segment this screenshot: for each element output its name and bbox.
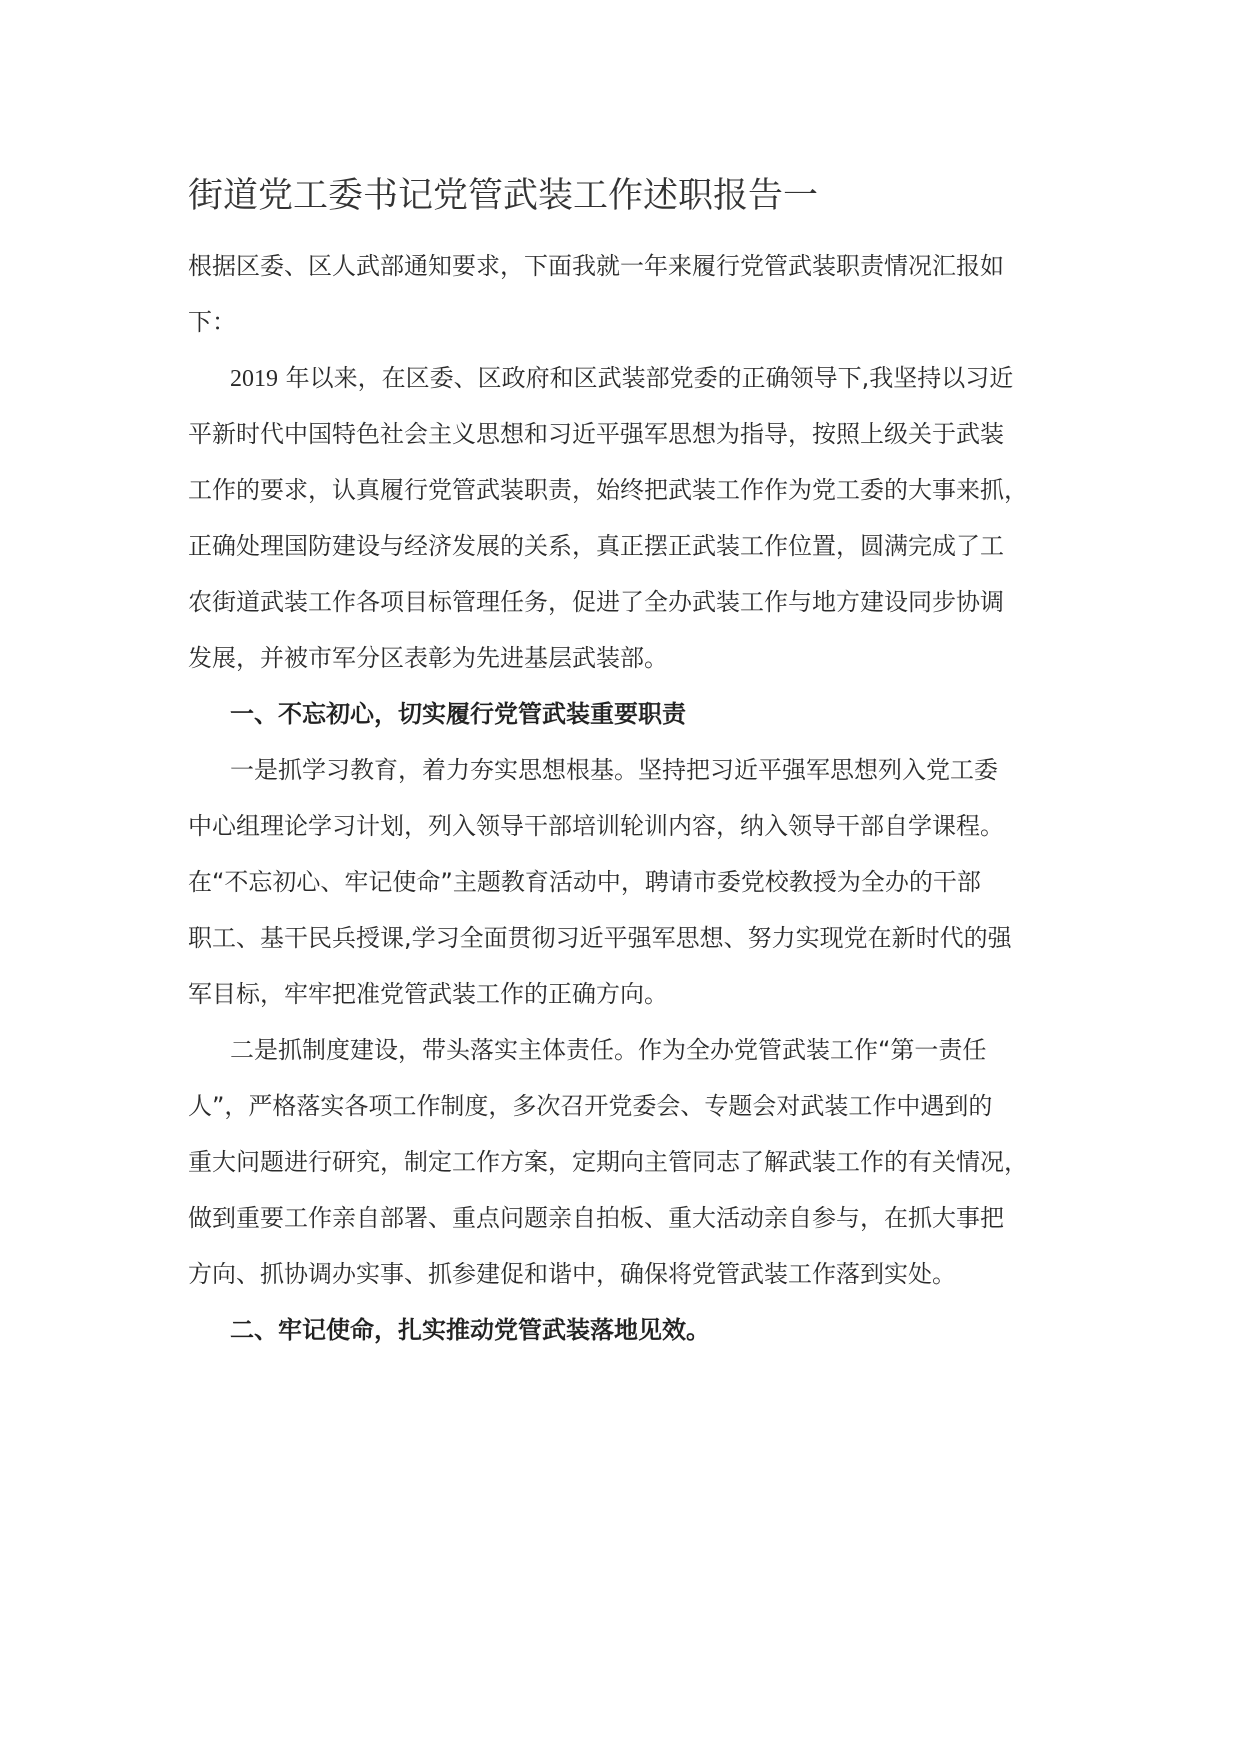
document-title: 街道党工委书记党管武装工作述职报告一 xyxy=(188,176,819,216)
para3-line-4: 做到重要工作亲自部署、重点问题亲自拍板、重大活动亲自参与，在抓大事把 xyxy=(188,1204,1004,1232)
para1-line-6: 发展，并被市军分区表彰为先进基层武装部。 xyxy=(188,644,668,672)
para1-line-1 xyxy=(230,358,1110,399)
para2-line-2: 中心组理论学习计划，列入领导干部培训轮训内容，纳入领导干部自学课程。 xyxy=(188,812,1004,840)
para1-line-2: 平新时代中国特色社会主义思想和习近平强军思想为指导，按照上级关于武装 xyxy=(188,420,1004,448)
para1-first-rest: 年以来，在区委、区政府和区武装部党委的正确领导下,我坚持以习近 xyxy=(278,364,1014,392)
para1-line-3: 工作的要求，认真履行党管武装职责，始终把武装工作作为党工委的大事来抓， xyxy=(188,476,1028,504)
para2-line-3: 在“不忘初心、牢记使命”主题教育活动中，聘请市委党校教授为全办的干部 xyxy=(188,868,981,896)
section2-heading: 二、牢记使命，扎实推动党管武装落地见效。 xyxy=(230,1316,710,1344)
para1-line-5: 农街道武装工作各项目标管理任务，促进了全办武装工作与地方建设同步协调 xyxy=(188,588,1004,616)
intro-line-2: 下： xyxy=(188,308,236,336)
para3-line-5: 方向、抓协调办实事、抓参建促和谐中，确保将党管武装工作落到实处。 xyxy=(188,1260,956,1288)
para3-line-2: 人”，严格落实各项工作制度，多次召开党委会、专题会对武装工作中遇到的 xyxy=(188,1092,993,1120)
para2-line-4: 职工、基干民兵授课,学习全面贯彻习近平强军思想、努力实现党在新时代的强 xyxy=(188,924,1012,952)
para2-line-1: 一是抓学习教育，着力夯实思想根基。坚持把习近平强军思想列入党工委 xyxy=(230,756,998,784)
para2-line-5: 军目标，牢牢把准党管武装工作的正确方向。 xyxy=(188,980,668,1008)
para3-line-3: 重大问题进行研究，制定工作方案，定期向主管同志了解武装工作的有关情况， xyxy=(188,1148,1028,1176)
intro-line-1: 根据区委、区人武部通知要求，下面我就一年来履行党管武装职责情况汇报如 xyxy=(188,252,1004,280)
para1-year: 2019 xyxy=(230,366,278,392)
para1-line-4: 正确处理国防建设与经济发展的关系，真正摆正武装工作位置，圆满完成了工 xyxy=(188,532,1004,560)
para3-line-1: 二是抓制度建设，带头落实主体责任。作为全办党管武装工作“第一责任 xyxy=(230,1036,987,1064)
section1-heading: 一、不忘初心，切实履行党管武装重要职责 xyxy=(230,700,686,728)
